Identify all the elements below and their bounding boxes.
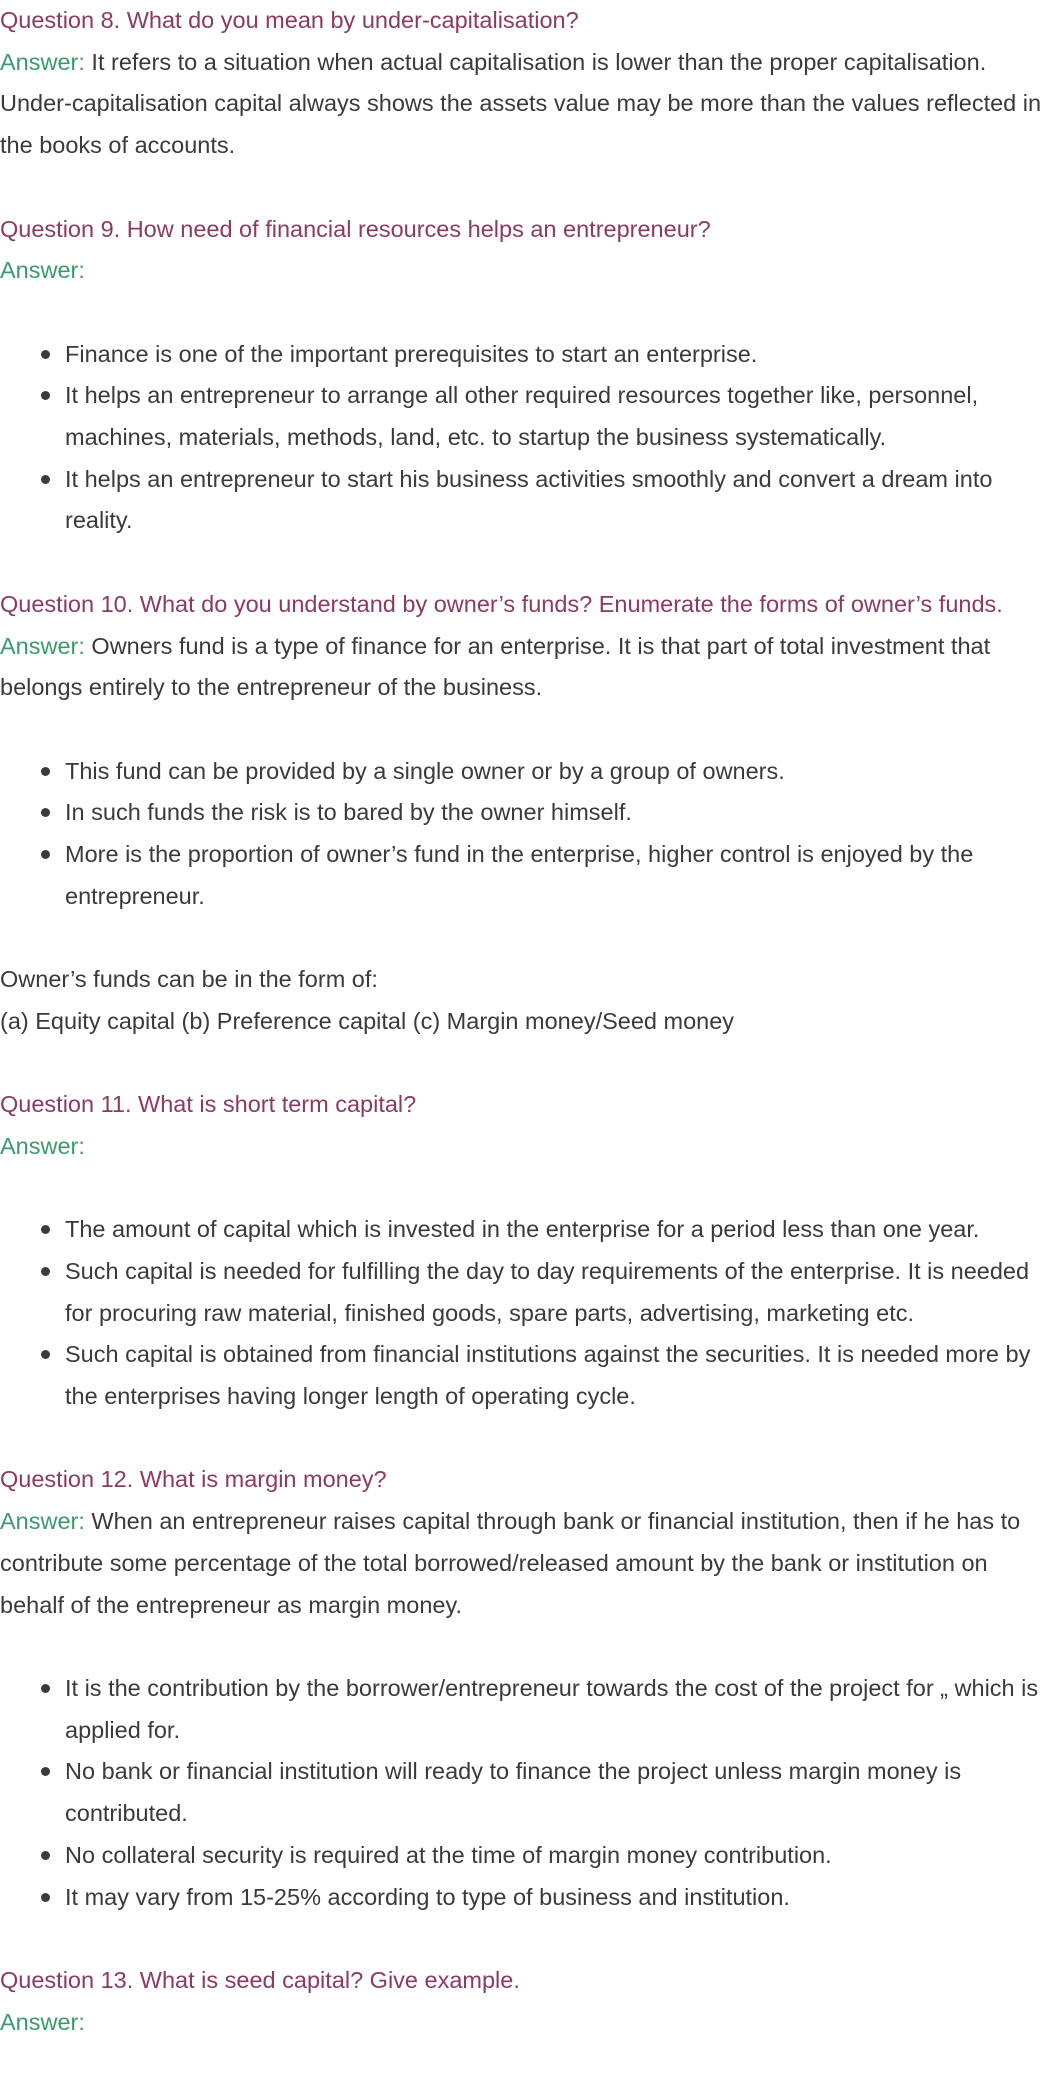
bullet-dot-icon bbox=[41, 1851, 50, 1860]
list-item-text: Such capital is obtained from financial institutions against the securities. It is needed more by the enterprises having longer length of operating cycle. bbox=[65, 1341, 1031, 1410]
bullet-dot-icon bbox=[41, 850, 50, 859]
list-item-text: Such capital is needed for fulfilling the day to day requirements of the enterprise. It is needed for procuring raw material, finished goods, spare parts, advertising, marketing etc. bbox=[65, 1257, 1030, 1326]
answer-label: Answer: bbox=[0, 2008, 85, 2035]
list-item-text: It is the contribution by the borrower/entrepreneur towards the cost of the project for „ which is applied for. bbox=[65, 1674, 1039, 1743]
list-item-text: It helps an entrepreneur to arrange all other required resources together like, personnel, machines, materials, methods, land, etc. to startup the business systematically. bbox=[65, 382, 979, 450]
list-item-text: No collateral security is required at the time of margin money contribution. bbox=[65, 1841, 832, 1868]
spacer bbox=[0, 917, 1042, 959]
bullet-dot-icon bbox=[41, 808, 50, 817]
list-item bbox=[65, 1209, 1042, 1251]
answer-label: Answer: bbox=[0, 1132, 85, 1159]
list-item-text: In such funds the risk is to bared by the owner himself. bbox=[65, 799, 632, 826]
bullet-dot-icon bbox=[41, 1767, 50, 1776]
answer-label: Answer: bbox=[0, 1508, 85, 1535]
bullet-dot-icon bbox=[41, 475, 50, 484]
list-item bbox=[65, 1251, 1042, 1334]
list-item bbox=[65, 834, 1042, 917]
qa-block-q9 bbox=[0, 209, 1042, 543]
bullet-dot-icon bbox=[41, 350, 50, 359]
list-item bbox=[65, 1751, 1042, 1834]
qa-block-q10 bbox=[0, 584, 1042, 1043]
qa-block-q8 bbox=[0, 0, 1042, 167]
list-item bbox=[65, 1334, 1042, 1417]
bullet-dot-icon bbox=[41, 1893, 50, 1902]
answer-paragraph bbox=[0, 626, 1042, 709]
list-item bbox=[65, 375, 1042, 458]
answer-text: When an entrepreneur raises capital through bank or financial institution, then if he has to contribute some percentage of the total borrowed/released amount by the bank or institution on behalf of the entrepreneur as margin money. bbox=[0, 1508, 1021, 1618]
answer-paragraph bbox=[0, 250, 1042, 292]
answer-label: Answer: bbox=[0, 257, 85, 284]
question-heading: Question 9. How need of financial resources helps an entrepreneur? bbox=[0, 215, 711, 242]
bullet-list bbox=[0, 334, 1042, 543]
bullet-dot-icon bbox=[41, 1684, 50, 1693]
forms-intro: Owner’s funds can be in the form of: bbox=[0, 966, 378, 993]
question-heading: Question 10. What do you understand by owner’s funds? Enumerate the forms of owner’s funds. bbox=[0, 590, 1003, 617]
list-item bbox=[65, 792, 1042, 834]
list-item-text: It may vary from 15-25% according to type of business and institution. bbox=[65, 1883, 790, 1910]
answer-paragraph bbox=[0, 2002, 1042, 2044]
question-heading: Question 11. What is short term capital? bbox=[0, 1091, 417, 1118]
list-item bbox=[65, 751, 1042, 793]
forms-list: (a) Equity capital (b) Preference capital (c) Margin money/Seed money bbox=[0, 1007, 735, 1034]
qa-block-q12 bbox=[0, 1459, 1042, 1918]
list-item bbox=[65, 1835, 1042, 1877]
question-heading: Question 13. What is seed capital? Give example. bbox=[0, 1966, 520, 1993]
question-heading: Question 12. What is margin money? bbox=[0, 1466, 387, 1493]
list-item-text: No bank or financial institution will ready to finance the project unless margin money is contributed. bbox=[65, 1758, 962, 1827]
bullet-dot-icon bbox=[41, 1267, 50, 1276]
answer-text: Owners fund is a type of finance for an enterprise. It is that part of total investment that belongs entirely to the entrepreneur of the business. bbox=[0, 632, 991, 701]
answer-paragraph bbox=[0, 1126, 1042, 1168]
answer-paragraph bbox=[0, 42, 1042, 167]
list-item bbox=[65, 1877, 1042, 1919]
list-item-text: This fund can be provided by a single owner or by a group of owners. bbox=[65, 757, 785, 784]
bullet-list bbox=[0, 1668, 1042, 1918]
answer-paragraph bbox=[0, 1501, 1042, 1626]
list-item-text: It helps an entrepreneur to start his business activities smoothly and convert a dream into reality. bbox=[65, 465, 993, 534]
bullet-dot-icon bbox=[41, 391, 50, 400]
question-heading: Question 8. What do you mean by under-capitalisation? bbox=[0, 7, 579, 33]
list-item-text: More is the proportion of owner’s fund in the enterprise, higher control is enjoyed by the entrepreneur. bbox=[65, 841, 974, 909]
bullet-dot-icon bbox=[41, 1225, 50, 1234]
bullet-dot-icon bbox=[41, 767, 50, 776]
bullet-list bbox=[0, 1209, 1042, 1418]
list-item bbox=[65, 459, 1042, 542]
list-item bbox=[65, 1668, 1042, 1751]
list-item-text: The amount of capital which is invested in the enterprise for a period less than one year. bbox=[65, 1216, 980, 1243]
bullet-dot-icon bbox=[41, 1350, 50, 1359]
answer-label: Answer: bbox=[0, 48, 85, 75]
qa-block-q13 bbox=[0, 1960, 1042, 2043]
answer-text: It refers to a situation when actual capitalisation is lower than the proper capitalisation. Under-capitalisation capital always shows the assets value may be more than the values reflected in the books of accounts. bbox=[0, 48, 1042, 159]
qa-block-q11 bbox=[0, 1084, 1042, 1418]
list-item bbox=[65, 334, 1042, 376]
bullet-list bbox=[0, 751, 1042, 918]
list-item-text: Finance is one of the important prerequisites to start an enterprise. bbox=[65, 340, 758, 367]
answer-label: Answer: bbox=[0, 632, 85, 659]
